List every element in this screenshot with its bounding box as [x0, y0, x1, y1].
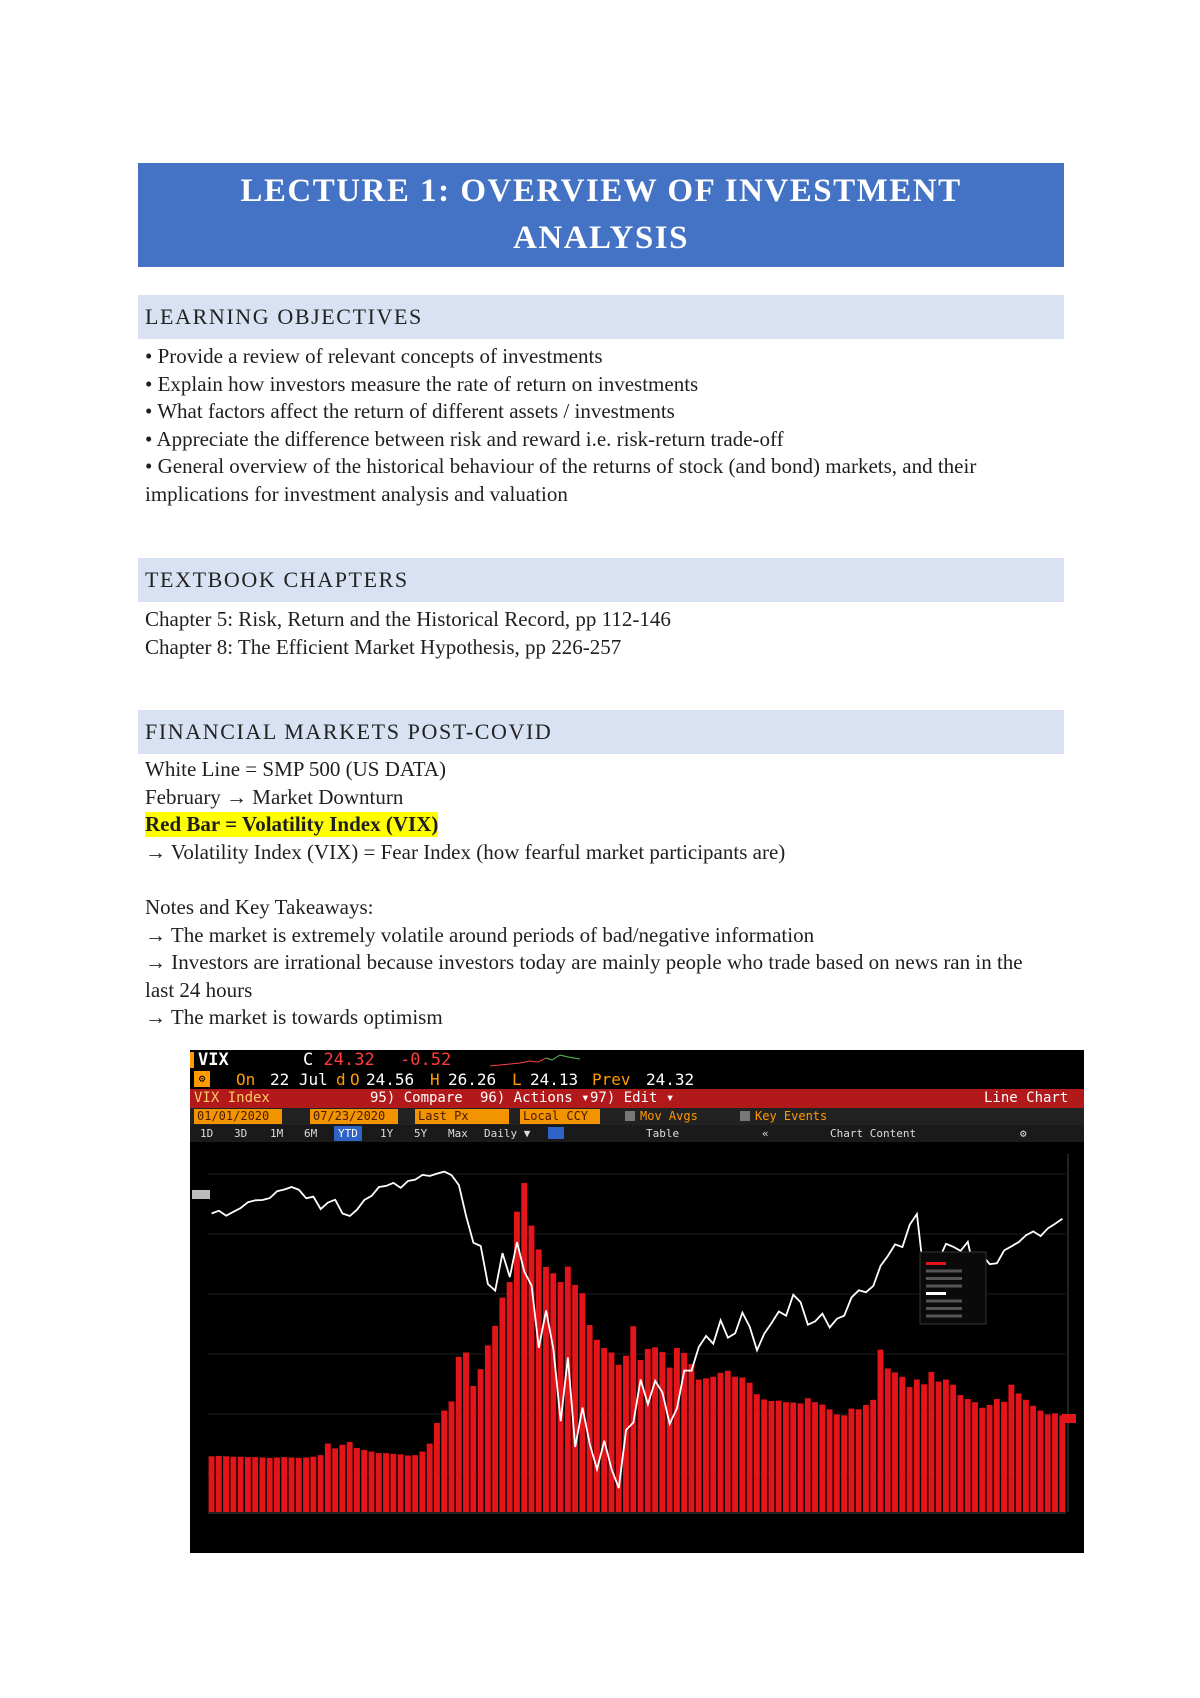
- vix-bar: [296, 1458, 302, 1512]
- red-bar-highlight: Red Bar = Volatility Index (VIX): [145, 812, 439, 837]
- compare-button[interactable]: 95) Compare: [370, 1090, 463, 1106]
- vix-bar: [230, 1457, 236, 1512]
- frequency-dropdown[interactable]: Daily ▼: [484, 1127, 531, 1140]
- vix-bar: [1001, 1402, 1007, 1512]
- vix-definition: → Volatility Index (VIX) = Fear Index (how fearful market participants are): [145, 839, 786, 864]
- objective-item: • Provide a review of relevant concepts of investments: [145, 344, 603, 368]
- vix-bar: [667, 1368, 673, 1512]
- vix-bar: [521, 1183, 527, 1512]
- ticker-symbol: VIX: [198, 1050, 229, 1070]
- vix-bar: [718, 1373, 724, 1512]
- vix-bar: [449, 1401, 455, 1512]
- vix-last-tag: [1062, 1414, 1076, 1423]
- vix-bar: [987, 1405, 993, 1512]
- close-value: 24.32: [323, 1050, 375, 1070]
- security-field[interactable]: VIX Index: [194, 1090, 270, 1106]
- vix-bar: [652, 1347, 658, 1512]
- quote-date: 22 Jul: [270, 1070, 328, 1089]
- legend-line: [926, 1307, 962, 1310]
- vix-bar: [681, 1353, 687, 1512]
- vix-bar: [819, 1405, 825, 1512]
- vix-bar: [1038, 1411, 1044, 1512]
- vix-bar: [260, 1458, 266, 1513]
- vix-bar: [441, 1411, 447, 1512]
- vix-bar: [427, 1444, 433, 1512]
- textbook-chapters-heading: TEXTBOOK CHAPTERS: [138, 558, 1064, 602]
- financial-markets-text: [145, 756, 1065, 1032]
- vix-spx-chart: [190, 1142, 1084, 1553]
- vix-bar: [332, 1448, 338, 1512]
- vix-bar: [281, 1457, 287, 1512]
- period-3d[interactable]: 3D: [234, 1127, 248, 1140]
- vix-bar: [405, 1456, 411, 1512]
- vix-bar: [950, 1385, 956, 1512]
- period-1m[interactable]: 1M: [270, 1127, 284, 1140]
- objective-item: • What factors affect the return of different assets / investments: [145, 399, 675, 424]
- vix-bar: [943, 1380, 949, 1512]
- period-1d[interactable]: 1D: [200, 1127, 214, 1140]
- vix-bar: [543, 1267, 549, 1512]
- price-change: -0.52: [400, 1050, 452, 1070]
- vix-bar: [601, 1348, 607, 1512]
- vix-bar: [885, 1368, 891, 1512]
- terminal-icon: ⚙: [194, 1071, 210, 1087]
- vix-bar: [863, 1405, 869, 1512]
- vix-bar: [834, 1415, 840, 1512]
- vix-bar: [398, 1454, 404, 1512]
- vix-bar: [470, 1386, 476, 1512]
- vix-bar: [768, 1401, 774, 1512]
- vix-bar: [579, 1293, 585, 1512]
- terminal-toolbar: [190, 1089, 1084, 1108]
- vix-bar: [710, 1377, 716, 1512]
- note-item: → Investors are irrational because investors today are mainly people who trade based on news ran in the last 24 hours: [145, 950, 1023, 1002]
- vix-bar: [616, 1365, 622, 1512]
- objective-item: • Appreciate the difference between risk and reward i.e. risk-return trade-off: [145, 426, 784, 451]
- vix-bar: [325, 1444, 331, 1512]
- edit-button[interactable]: 97) Edit ▾: [590, 1090, 675, 1106]
- lecture-title: [138, 163, 1064, 267]
- vix-bar: [841, 1415, 847, 1512]
- vix-bar: [798, 1403, 804, 1512]
- vix-bar: [318, 1455, 324, 1512]
- vix-bar: [492, 1326, 498, 1512]
- vix-bar: [1052, 1413, 1058, 1512]
- d-label: d: [336, 1070, 346, 1089]
- low-label: L: [512, 1070, 522, 1089]
- vix-bar: [1059, 1415, 1065, 1512]
- vix-bar: [252, 1457, 258, 1512]
- note-item: → The market is extremely volatile around periods of bad/negative information: [145, 922, 815, 947]
- vix-bar: [289, 1458, 295, 1513]
- legend-line: [926, 1262, 946, 1265]
- table-button[interactable]: Table: [646, 1127, 680, 1140]
- legend-line: [926, 1300, 962, 1303]
- vix-bar: [216, 1456, 222, 1512]
- ticker-marker: [190, 1052, 194, 1068]
- vix-bar: [303, 1458, 309, 1513]
- vix-bar: [274, 1458, 280, 1513]
- white-line-note: White Line = SMP 500 (US DATA): [145, 757, 447, 781]
- vix-bar: [878, 1350, 884, 1512]
- vix-bar: [463, 1352, 469, 1512]
- price-field[interactable]: Last Px: [415, 1109, 509, 1124]
- vix-bar: [529, 1226, 535, 1512]
- vix-bar: [609, 1352, 615, 1512]
- vix-bar: [928, 1372, 934, 1512]
- vix-bar: [739, 1378, 745, 1512]
- vix-bar: [754, 1394, 760, 1512]
- period-ytd[interactable]: YTD: [334, 1126, 362, 1141]
- legend-line: [926, 1277, 962, 1280]
- vix-bar: [659, 1352, 665, 1512]
- vix-bar: [478, 1369, 484, 1512]
- vix-bar: [594, 1340, 600, 1512]
- objective-item: • Explain how investors measure the rate of return on investments: [145, 371, 699, 396]
- vix-bar: [856, 1409, 862, 1512]
- mov-avgs-label: Mov Avgs: [640, 1109, 698, 1123]
- february-note: February → Market Downturn: [145, 784, 404, 809]
- vix-bar: [361, 1450, 367, 1512]
- settings-gear-icon[interactable]: ⚙: [1020, 1127, 1027, 1140]
- vix-bar: [1008, 1385, 1014, 1512]
- legend-line: [926, 1270, 962, 1273]
- key-events-checkbox[interactable]: [740, 1111, 750, 1121]
- period-bar: [190, 1125, 1084, 1142]
- chart-style-icon[interactable]: [548, 1127, 564, 1139]
- vix-bar: [979, 1408, 985, 1512]
- collapse-icon[interactable]: «: [762, 1127, 769, 1140]
- vix-bar: [783, 1402, 789, 1512]
- vix-bar: [412, 1455, 418, 1512]
- currency-field[interactable]: Local CCY: [520, 1109, 600, 1124]
- close-price: [303, 1050, 375, 1070]
- vix-bar: [892, 1372, 898, 1512]
- vix-bar: [870, 1400, 876, 1512]
- vix-bar: [827, 1409, 833, 1512]
- legend-line: [926, 1315, 962, 1318]
- learning-objectives-list: [145, 343, 1065, 509]
- vix-bar: [347, 1442, 353, 1512]
- chapter-item: Chapter 5: Risk, Return and the Historical Record, pp 112-146: [145, 607, 671, 631]
- period-5y[interactable]: 5Y: [414, 1127, 428, 1140]
- vix-bar: [267, 1458, 273, 1512]
- vix-bar: [972, 1402, 978, 1512]
- legend-line: [926, 1285, 962, 1288]
- low-value: 24.13: [530, 1070, 579, 1089]
- vix-bar: [899, 1377, 905, 1512]
- vix-bar: [550, 1273, 556, 1512]
- vix-bar: [703, 1378, 709, 1512]
- vix-bar: [790, 1403, 796, 1512]
- vix-bar: [907, 1387, 913, 1512]
- prev-value: 24.32: [646, 1070, 695, 1089]
- actions-button[interactable]: 96) Actions ▾: [480, 1090, 590, 1106]
- vix-bar: [776, 1401, 782, 1512]
- close-label: C: [303, 1050, 314, 1070]
- quote-detail: [190, 1070, 1084, 1089]
- notes-heading: Notes and Key Takeaways:: [145, 894, 374, 919]
- vix-bar: [376, 1453, 382, 1512]
- vix-bar: [383, 1453, 389, 1512]
- vix-bar: [238, 1457, 244, 1512]
- vix-bar: [696, 1380, 702, 1512]
- vix-bar: [689, 1364, 695, 1512]
- vix-bar: [1023, 1400, 1029, 1512]
- vix-bar: [674, 1348, 680, 1512]
- objective-item: • General overview of the historical behaviour of the returns of stock (and bond) markets, and their implications for investment analysis and valuation: [145, 454, 977, 506]
- vix-bar: [732, 1377, 738, 1512]
- vix-bar: [958, 1395, 964, 1512]
- period-max[interactable]: Max: [448, 1127, 468, 1140]
- vix-bar: [848, 1409, 854, 1512]
- vix-bar: [310, 1457, 316, 1512]
- financial-markets-heading: FINANCIAL MARKETS POST-COVID: [138, 710, 1064, 754]
- chapter-item: Chapter 8: The Efficient Market Hypothesis, pp 226-257: [145, 634, 622, 659]
- vix-bar: [1016, 1393, 1022, 1512]
- high-value: 26.26: [448, 1070, 497, 1089]
- bloomberg-screenshot: [190, 1050, 1084, 1553]
- open-value: 24.56: [366, 1070, 415, 1089]
- prev-label: Prev: [592, 1070, 631, 1089]
- high-label: H: [430, 1070, 440, 1089]
- textbook-chapters-list: [145, 606, 1065, 661]
- lecture-title-line-2: ANALYSIS: [513, 220, 689, 256]
- date-range-bar: [190, 1108, 1084, 1125]
- spx-line: [212, 1172, 1063, 1488]
- vix-bar: [747, 1383, 753, 1512]
- vix-bar: [209, 1456, 215, 1512]
- period-6m[interactable]: 6M: [304, 1127, 318, 1140]
- chart-type-label[interactable]: Line Chart: [984, 1090, 1069, 1106]
- vix-bar: [725, 1371, 731, 1512]
- vix-bar: [805, 1398, 811, 1512]
- period-1y[interactable]: 1Y: [380, 1127, 394, 1140]
- chart-content-button[interactable]: Chart Content: [830, 1127, 917, 1140]
- vix-bar: [587, 1325, 593, 1512]
- vix-bar: [390, 1454, 396, 1512]
- vix-bar: [499, 1298, 505, 1512]
- vix-bar: [645, 1349, 651, 1512]
- end-date-field[interactable]: 07/23/2020: [310, 1109, 398, 1124]
- vix-bar: [369, 1452, 375, 1512]
- vix-bar: [1030, 1406, 1036, 1512]
- vix-bar: [485, 1345, 491, 1512]
- on-label: On: [236, 1070, 256, 1089]
- lecture-title-line-1: LECTURE 1: OVERVIEW OF INVESTMENT: [240, 173, 962, 209]
- spx-first-tag: [192, 1190, 210, 1199]
- vix-bar: [456, 1357, 462, 1512]
- vix-bar: [507, 1282, 513, 1512]
- open-label: O: [350, 1070, 360, 1089]
- quote-header: [190, 1050, 1084, 1070]
- vix-bar: [354, 1448, 360, 1512]
- vix-bar: [921, 1384, 927, 1512]
- legend-line: [926, 1292, 946, 1295]
- mov-avgs-checkbox[interactable]: [625, 1111, 635, 1121]
- vix-bar: [434, 1423, 440, 1512]
- vix-bar: [914, 1380, 920, 1512]
- vix-bar: [245, 1457, 251, 1512]
- note-item: → The market is towards optimism: [145, 1005, 443, 1030]
- vix-bar: [761, 1399, 767, 1512]
- vix-bar: [965, 1399, 971, 1512]
- vix-bar: [339, 1445, 345, 1512]
- vix-bar: [812, 1402, 818, 1512]
- start-date-field[interactable]: 01/01/2020: [194, 1109, 282, 1124]
- vix-bar: [419, 1452, 425, 1512]
- vix-bar: [536, 1249, 542, 1512]
- vix-bar: [1045, 1415, 1051, 1512]
- vix-bar: [936, 1382, 942, 1512]
- vix-bar: [223, 1456, 229, 1512]
- sparkline: [490, 1052, 580, 1068]
- learning-objectives-heading: LEARNING OBJECTIVES: [138, 295, 1064, 339]
- vix-bar: [572, 1285, 578, 1512]
- key-events-label: Key Events: [755, 1109, 828, 1123]
- vix-bar: [994, 1399, 1000, 1512]
